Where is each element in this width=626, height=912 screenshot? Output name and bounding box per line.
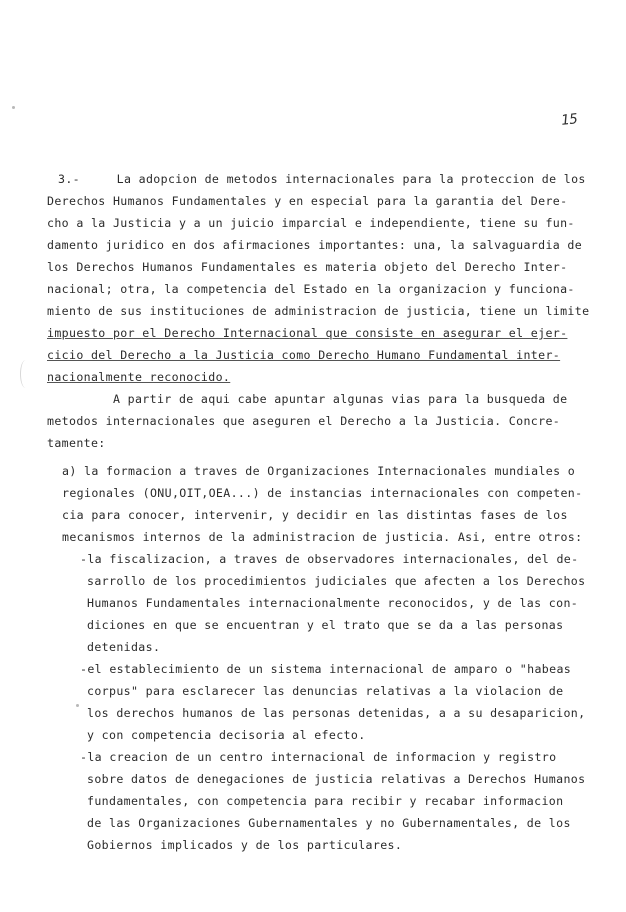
text-line: damento juridico en dos afirmaciones importantes: una, la salvaguardia de: [47, 238, 583, 252]
text-line: diciones en que se encuentran y el trato que se da a las personas: [87, 618, 564, 632]
text-line: Humanos Fundamentales internacionalmente reconocidos, y de las con-: [87, 596, 579, 610]
text-line: Derechos Humanos Fundamentales y en especial para la garantia del Dere-: [47, 194, 568, 208]
text-line: sarrollo de los procedimientos judiciales que afecten a los Derechos: [87, 574, 586, 588]
text-line: y con competencia decisoria al efecto.: [87, 728, 366, 742]
text-line: corpus" para esclarecer las denuncias relativas a la violacion de: [87, 684, 564, 698]
underlined-text-line: impuesto por el Derecho Internacional que consiste en asegurar el ejer-: [47, 326, 568, 340]
text-line: mecanismos internos de la administracion de justicia. Asi, entre otros:: [62, 530, 583, 544]
text-line: cho a la Justicia y a un juicio imparcial e independiente, tiene su fun-: [47, 216, 575, 230]
text-line: -la fiscalizacion, a traves de observadores internacionales, del de-: [80, 552, 579, 566]
text-line: -el establecimiento de un sistema internacional de amparo o "habeas: [80, 662, 572, 676]
text-line: metodos internacionales que aseguren el Derecho a la Justicia. Concre-: [47, 414, 561, 428]
text-line: los Derechos Humanos Fundamentales es materia objeto del Derecho Inter-: [47, 260, 568, 274]
paper-fold-mark: [20, 360, 31, 388]
text-line: -la creacion de un centro internacional de informacion y registro: [80, 750, 557, 764]
text-line: sobre datos de denegaciones de justicia relativas a Derechos Humanos: [87, 772, 586, 786]
text-line: los derechos humanos de las personas detenidas, a a su desaparicion,: [87, 706, 586, 720]
text-line: Gobiernos implicados y de los particulares.: [87, 838, 403, 852]
text-line: regionales (ONU,OIT,OEA...) de instancias internacionales con competen-: [62, 486, 583, 500]
text-line: fundamentales, con competencia para recibir y recabar informacion: [87, 794, 564, 808]
paper-speck: [76, 704, 79, 707]
text-line: tamente:: [47, 436, 106, 450]
text-line: miento de sus instituciones de administracion de justicia, tiene un limite: [47, 304, 590, 318]
text-line: a) la formacion a traves de Organizaciones Internacionales mundiales o: [62, 464, 576, 478]
text-line: detenidas.: [87, 640, 161, 654]
text-line: cia para conocer, intervenir, y decidir en las distintas fases de los: [62, 508, 568, 522]
text-line: 3.- La adopcion de metodos internacionales para la proteccion de los: [58, 172, 586, 186]
text-line: A partir de aqui cabe apuntar algunas vias para la busqueda de: [47, 392, 568, 406]
text-line: nacional; otra, la competencia del Estado en la organizacion y funciona-: [47, 282, 575, 296]
underlined-text-line: nacionalmente reconocido.: [47, 370, 231, 384]
underlined-text-line: cicio del Derecho a la Justicia como Derecho Humano Fundamental inter-: [47, 348, 561, 362]
page-number: 15: [560, 111, 579, 129]
text-line: de las Organizaciones Gubernamentales y no Gubernamentales, de los: [87, 816, 571, 830]
